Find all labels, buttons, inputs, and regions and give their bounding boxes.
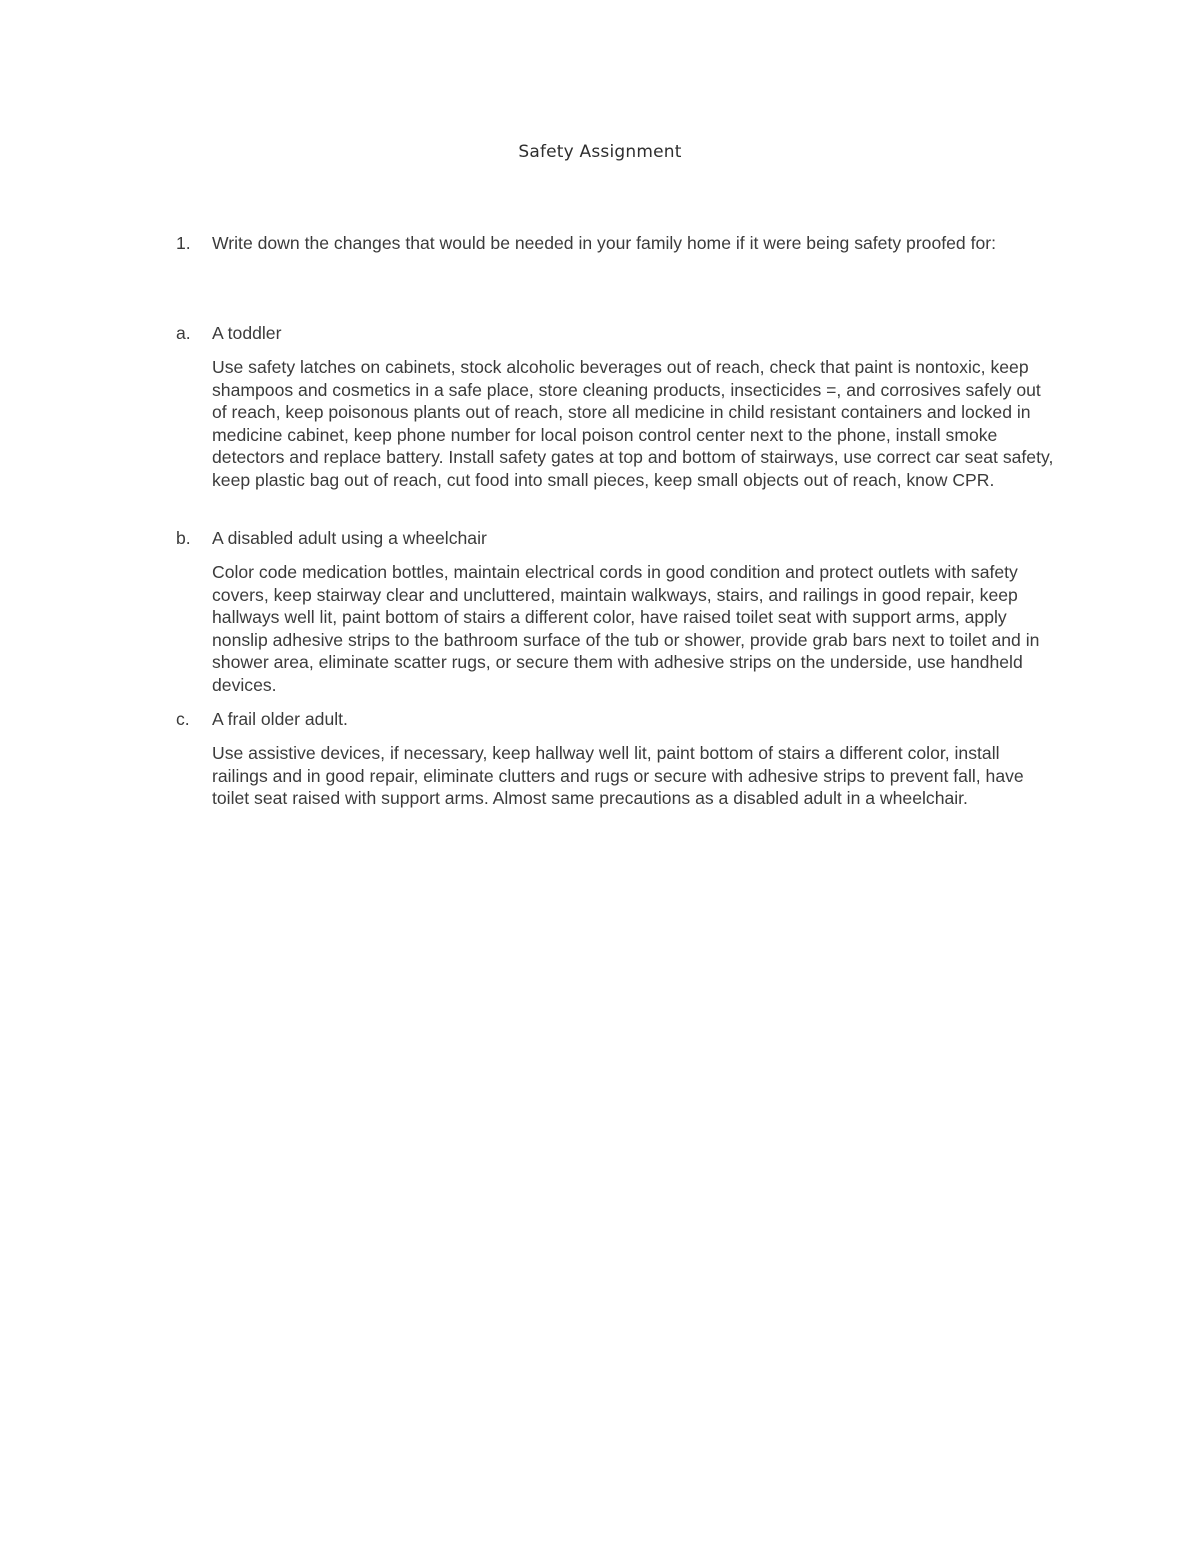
item-letter: b. bbox=[176, 528, 191, 548]
item-label: A disabled adult using a wheelchair bbox=[212, 528, 487, 548]
page-title: Safety Assignment bbox=[518, 142, 682, 162]
item-answer: Use assistive devices, if necessary, keep hallway well lit, paint bottom of stairs a different color, install railings and in good repair, eliminate clutters and rugs or secure with adhesive strips to prevent fall, have toilet seat raised with support arms. Almost same precautions as a disabled adult in a wheelchair. bbox=[212, 743, 1024, 809]
item-label: A frail older adult. bbox=[212, 709, 348, 729]
question-number: 1. bbox=[176, 233, 191, 253]
item-answer: Color code medication bottles, maintain electrical cords in good condition and protect outlets with safety covers, keep stairway clear and uncluttered, maintain walkways, stairs, and railings in good repair, keep hallways well lit, paint bottom of stairs a different color, have raised toilet seat with support arms, apply nonslip adhesive strips to the bathroom surface of the tub or shower, provide grab bars next to toilet and in shower area, eliminate scatter rugs, or secure them with adhesive strips on the underside, use handheld devices. bbox=[212, 562, 1040, 695]
item-letter: a. bbox=[176, 323, 191, 343]
question-text: Write down the changes that would be needed in your family home if it were being safety proofed for: bbox=[212, 233, 997, 253]
item-answer: Use safety latches on cabinets, stock alcoholic beverages out of reach, check that paint is nontoxic, keep shampoos and cosmetics in a safe place, store cleaning products, insecticides =, and corrosives safely out of reach, keep poisonous plants out of reach, store all medicine in child resistant containers and locked in medicine cabinet, keep phone number for local poison control center next to the phone, install smoke detectors and replace battery. Install safety gates at top and bottom of stairways, use correct car seat safety, keep plastic bag out of reach, cut food into small pieces, keep small objects out of reach, know CPR. bbox=[212, 357, 1054, 490]
item-letter: c. bbox=[176, 709, 190, 729]
item-label: A toddler bbox=[212, 323, 282, 343]
